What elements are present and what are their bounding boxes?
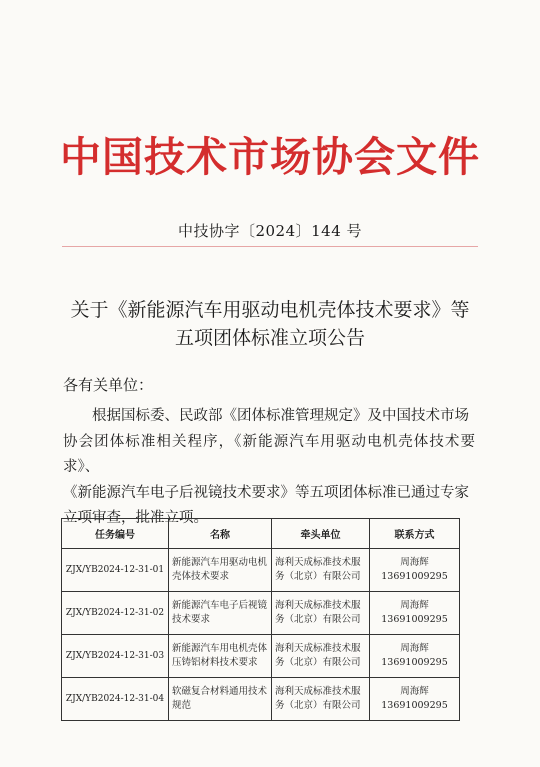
contact-cell [370,678,460,721]
task-code-cell: ZJX/YB2024-12-31-02 [62,592,169,635]
task-code-cell: ZJX/YB2024-12-31-04 [62,678,169,721]
contact-phone: 13691009295 [381,614,448,625]
salutation: 各有关单位： [63,376,154,394]
body-line: 根据国标委、民政部《团体标准管理规定》及中国技术市场 [92,408,469,424]
task-code-cell: ZJX/YB2024-12-31-01 [62,549,169,592]
org-title: 中国技术市场协会文件 [60,133,480,181]
header-contact: 联系方式 [370,519,460,549]
task-name-cell: 软磁复合材料通用技术规范 [169,678,272,721]
header-divider [62,246,478,247]
contact-cell [370,549,460,592]
table-row [62,592,460,635]
table-row [62,635,460,678]
contact-cell [370,635,460,678]
contact-name: 周海辉 [400,600,429,611]
body-line: 协会团体标准相关程序，《新能源汽车用驱动电机壳体技术要求》、 [63,433,475,475]
header-lead-unit: 牵头单位 [272,519,370,549]
header-name: 名称 [169,519,272,549]
notice-title-line-1: 关于《新能源汽车用驱动电机壳体技术要求》等 [70,299,470,321]
task-table [61,518,460,721]
lead-unit-cell: 海利天成标准技术服务（北京）有限公司 [272,592,370,635]
task-name-cell: 新能源汽车用电机壳体压铸铝材料技术要求 [169,635,272,678]
contact-phone: 13691009295 [381,571,448,582]
contact-cell [370,592,460,635]
header-task-code: 任务编号 [62,519,169,549]
body-line: 《新能源汽车电子后视镜技术要求》等五项团体标准已通过专家 [63,484,469,501]
notice-title [0,296,540,352]
contact-name: 周海辉 [400,686,429,697]
task-code-cell: ZJX/YB2024-12-31-03 [62,635,169,678]
body-paragraph [63,404,475,532]
lead-unit-cell: 海利天成标准技术服务（北京）有限公司 [272,678,370,721]
contact-phone: 13691009295 [381,700,448,711]
table-header-row [62,519,460,549]
lead-unit-cell: 海利天成标准技术服务（北京）有限公司 [272,635,370,678]
table-row [62,678,460,721]
lead-unit-cell: 海利天成标准技术服务（北京）有限公司 [272,549,370,592]
notice-title-line-2: 五项团体标准立项公告 [174,327,365,349]
contact-phone: 13691009295 [381,657,448,668]
body-line: 立项审查，批准立项。 [63,510,208,526]
task-name-cell: 新能源汽车用驱动电机壳体技术要求 [169,549,272,592]
task-name-cell: 新能源汽车电子后视镜技术要求 [169,592,272,635]
table-row [62,549,460,592]
contact-name: 周海辉 [400,643,429,654]
document-number: 中技协字〔2024〕144 号 [177,222,363,240]
contact-name: 周海辉 [400,557,429,568]
